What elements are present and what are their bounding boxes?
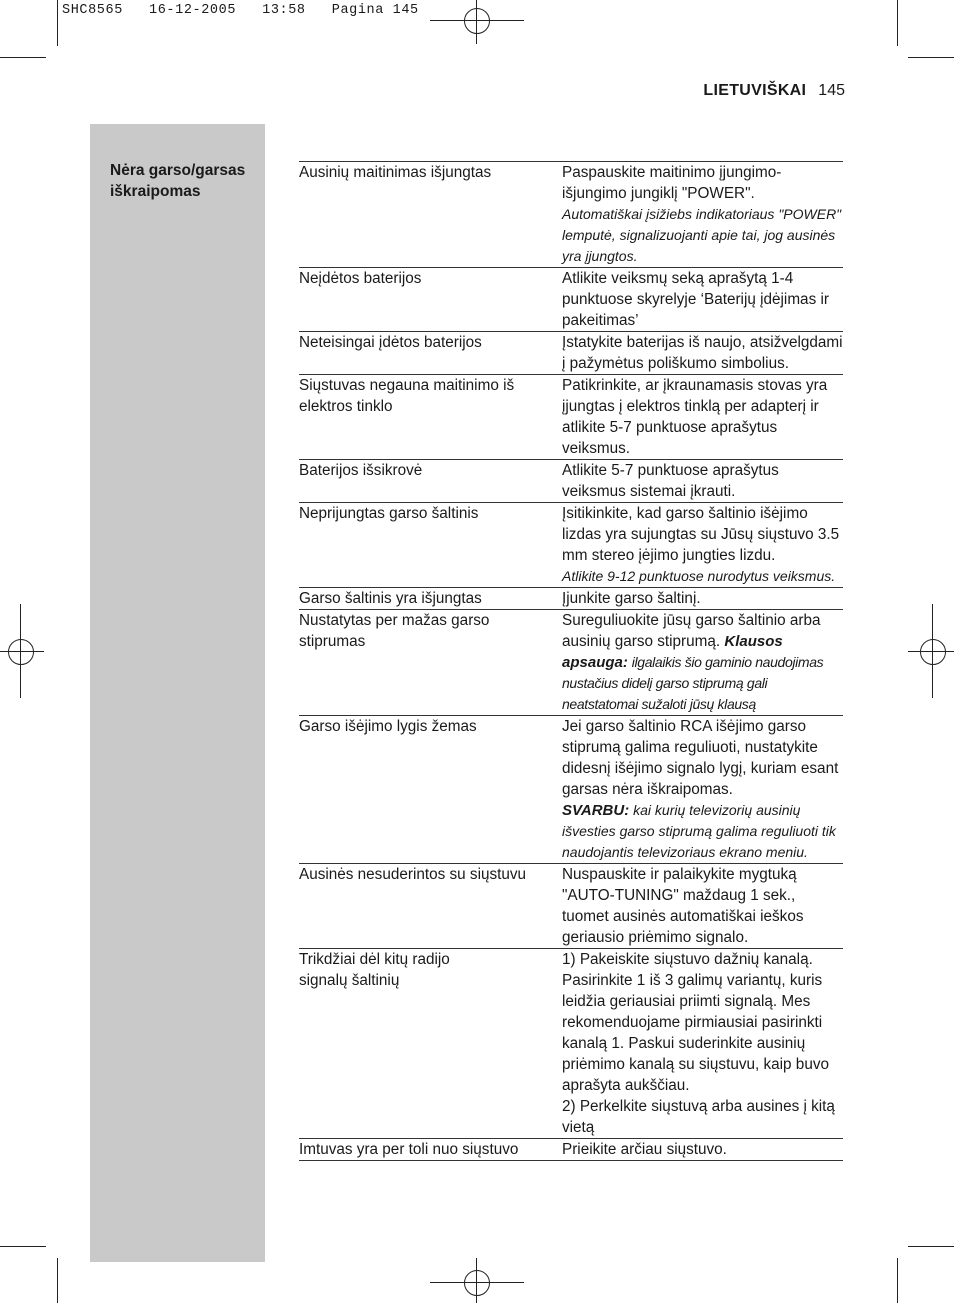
important-label: SVARBU: [562,802,630,819]
remedy-text: Atlikite veiksmų seką aprašytą 1-4 punktuose skyrelyje ‘Baterijų įdėjimas ir pakeitimas’ [562,270,829,329]
remedy-cell [562,716,843,863]
remedy-cell [562,460,843,502]
remedy-cell [562,1139,843,1160]
page-number: 145 [818,82,845,99]
crop-mark [57,1258,58,1303]
cause-text: Nustatytas per mažas garso stiprumas [299,612,490,650]
remedy-note: Automatiškai įsižiebs indikatoriaus "POWER" lemputė, signalizuojanti apie tai, jog ausinės yra įjungtos. [562,206,842,264]
language-label: LIETUVIŠKAI [703,82,807,99]
remedy-cell [562,864,843,948]
section-title: Nėra garso/garsas iškraipomas [110,162,246,200]
remedy-text: 1) Pakeiskite siųstuvo dažnių kanalą. Pasirinkite 1 iš 3 galimų variantų, kuris leidžia geriausiai priimti signalą. Mes rekomenduojame pirmiausiai pasirinkti kanalą 1. Paskui suderinkite ausinių priėmimo kanalą su siųstuvu, kaip buvo aprašyta aukščiau. [562,951,829,1094]
remedy-text: Patikrinkite, ar įkraunamasis stovas yra įjungtas į elektros tinklą per adapterį ir atlikite 5-7 punktuose aprašytus veiksmus. [562,377,828,457]
cause-cell: Neprijungtas garso šaltinis [299,505,479,522]
page-header [703,82,845,100]
table-row [299,268,843,332]
important-text: kai kurių televizorių ausinių išvesties garso stiprumą galima reguliuoti tik naudojantis televizoriaus ekrano meniu. [562,802,836,860]
remedy-text: Jei garso šaltinio RCA išėjimo garso stiprumą galima reguliuoti, nustatykite didesnį išėjimo signalo lygį, kuriam esant garsas nėra iškraipomas. [562,718,839,798]
cause-cell [299,375,562,459]
remedy-cell [562,332,843,374]
cause-cell [299,949,562,1138]
remedy-cell [562,503,843,587]
cause-cell: Neįdėtos baterijos [299,270,422,287]
table-row [299,332,843,375]
crop-mark [57,0,58,46]
cause-cell [299,610,562,715]
crop-mark [908,1246,954,1247]
cause-cell: Garso išėjimo lygis žemas [299,718,477,735]
cause-cell: Neteisingai įdėtos baterijos [299,334,482,351]
remedy-text: Sureguliuokite jūsų garso šaltinio arba ausinių garso stiprumą. [562,612,821,650]
table-row [299,375,843,460]
remedy-text: Įjunkite garso šaltinį. [562,590,701,607]
warning-label: Klausos apsauga: [562,633,783,671]
remedy-text: Prieikite arčiau siųstuvo. [562,1141,727,1158]
crop-mark [897,1258,898,1303]
remedy-text: Paspauskite maitinimo įjungimo-išjungimo jungiklį "POWER". [562,164,782,202]
remedy-cell [562,949,843,1138]
table-row [299,503,843,588]
cause-cell: Garso šaltinis yra išjungtas [299,590,482,607]
crop-mark [0,57,46,58]
remedy-cell [562,610,843,715]
table-row [299,588,843,610]
cause-cell: Baterijos išsikrovė [299,462,423,479]
remedy-cell [562,588,843,609]
table-row [299,949,843,1139]
warning-text: ilgalaikis šio gaminio naudojimas nustačius didelį garso stiprumą gali neatstatomai sužaloti jūsų klausą [562,654,824,712]
cause-cell: Ausinės nesuderintos su siųstuvu [299,866,527,883]
table-row [299,460,843,503]
crop-mark [897,0,898,46]
remedy-text: Įstatykite baterijas iš naujo, atsižvelgdami į pažymėtus poliškumo simbolius. [562,334,843,372]
troubleshooting-table [299,161,843,1161]
remedy-note [562,800,843,863]
table-row [299,716,843,864]
remedy-text: Nuspauskite ir palaikykite mygtuką "AUTO-TUNING" maždaug 1 sek., tuomet ausinės automatiškai ieškos geriausio priėmimo signalo. [562,866,804,946]
table-row [299,162,843,268]
crop-mark [0,1246,46,1247]
cause-cell: Imtuvas yra per toli nuo siųstuvo [299,1141,519,1158]
sidebar-band [90,124,265,1262]
table-row [299,610,843,716]
table-row [299,1139,843,1161]
remedy-text: Įsitikinkite, kad garso šaltinio išėjimo lizdas yra sujungtas su Jūsų siųstuvo 3.5 mm stereo įėjimo jungties lizdu. [562,505,840,564]
remedy-cell [562,375,843,459]
crop-mark [908,57,954,58]
print-slug: SHC8565 16-12-2005 13:58 Pagina 145 [62,3,419,18]
remedy-text-2: 2) Perkelkite siųstuvą arba ausines į kitą vietą [562,1098,835,1136]
cause-text: Trikdžiai dėl kitų radijo signalų šaltinių [299,951,450,989]
remedy-cell [562,268,843,331]
cause-text: Siųstuvas negauna maitinimo iš elektros tinklo [299,377,515,415]
remedy-text: Atlikite 5-7 punktuose aprašytus veiksmus sistemai įkrauti. [562,462,779,500]
table-row [299,864,843,949]
cause-cell: Ausinių maitinimas išjungtas [299,164,492,181]
remedy-note: Atlikite 9-12 punktuose nurodytus veiksmus. [562,568,836,584]
remedy-cell [562,162,843,267]
